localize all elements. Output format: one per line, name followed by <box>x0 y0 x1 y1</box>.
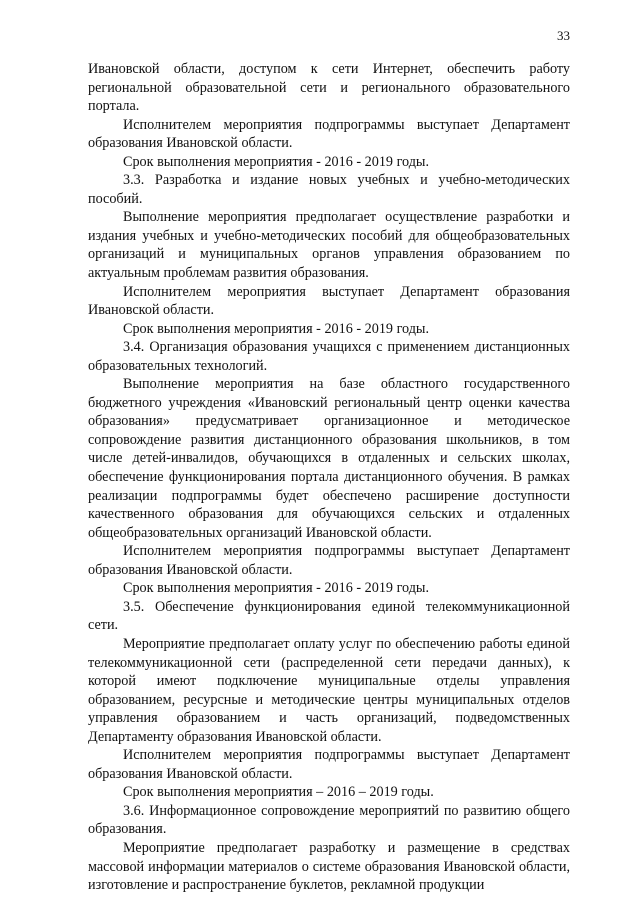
section-heading-3-4: 3.4. Организация образования учащихся с применением дистанционных образовательных технологий. <box>88 339 570 374</box>
paragraph: Срок выполнения мероприятия - 2016 - 2019 годы. <box>123 580 430 597</box>
paragraph: Ивановской области, доступом к сети Интернет, обеспечить работу региональной образовательной сети и регионального образовательного портала. <box>88 61 570 115</box>
paragraph: Исполнителем мероприятия выступает Департамент образования Ивановской области. <box>88 283 570 319</box>
paragraph: Исполнителем мероприятия подпрограммы выступает Департамент образования Ивановской области. <box>88 747 570 782</box>
paragraph: Исполнителем мероприятия подпрограммы выступает Департамент образования Ивановской области. <box>88 116 570 152</box>
section-heading-3-6: 3.6. Информационное сопровождение мероприятий по развитию общего образования. <box>88 802 570 838</box>
paragraph: Срок выполнения мероприятия – 2016 – 2019 годы. <box>123 784 434 801</box>
section-heading-3-5: 3.5. Обеспечение функционирования единой телекоммуникационной сети. <box>88 598 570 634</box>
paragraph: Мероприятие предполагает оплату услуг по обеспечению работы единой телекоммуникационной сети (распределенной сети передачи данных), к которой имеют подключение муниципальные отделы управления образованием, ресурсные и методические центры муниципальных отделов управления образованием и часть организаций, подведомственных Департаменту образования Ивановской области. <box>88 635 570 745</box>
paragraph: Срок выполнения мероприятия - 2016 - 2019 годы. <box>123 320 430 337</box>
page-number: 33 <box>557 28 570 43</box>
document-body <box>88 60 570 895</box>
paragraph: Срок выполнения мероприятия - 2016 - 2019 годы. <box>123 153 430 170</box>
paragraph: Выполнение мероприятия предполагает осуществление разработки и издания учебных и учебно-методических пособий для общеобразовательных организаций и муниципальных органов управления образованием по актуальным проблемам развития образования. <box>88 209 570 282</box>
paragraph: Исполнителем мероприятия подпрограммы выступает Департамент образования Ивановской области. <box>88 543 570 578</box>
paragraph: Выполнение мероприятия на базе областного государственного бюджетного учреждения «Ивановский региональный центр оценки качества образования» предусматривает организационное и методическое сопровождение развития дистанционного образования школьников, в том числе детей-инвалидов, обучающихся в отдаленных и сельских школах, обеспечение функционирования портала дистанционного обучения. В рамках реализации подпрограммы будет обеспечено расширение доступности качественного образования для обучающихся сельских и отдаленных общеобразовательных организаций Ивановской области. <box>88 376 570 541</box>
section-heading-3-3: 3.3. Разработка и издание новых учебных и учебно-методических пособий. <box>88 172 570 207</box>
paragraph: Мероприятие предполагает разработку и размещение в средствах массовой информации материалов о системе образования Ивановской области, изготовление и распространение буклетов, рекламной продукции <box>88 839 570 894</box>
